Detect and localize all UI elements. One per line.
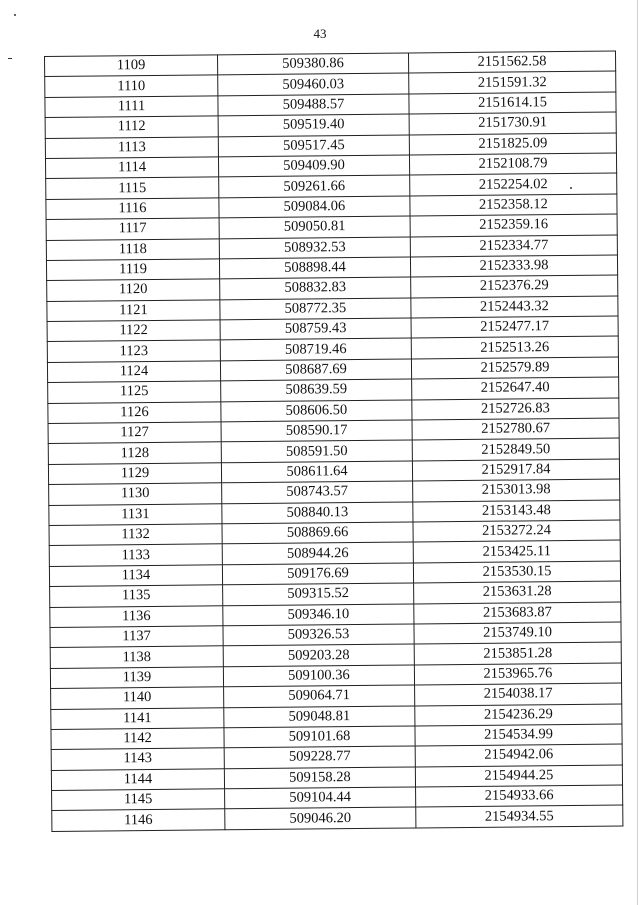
point-number-cell: 1144 [51, 768, 224, 790]
point-number-cell: 1117 [46, 218, 219, 240]
y-coordinate-cell: 2152254.02 [410, 173, 617, 195]
point-number-cell: 1132 [49, 524, 222, 546]
point-number-cell: 1125 [48, 381, 221, 403]
point-number-cell: 1146 [52, 809, 225, 831]
y-coordinate-cell: 2152333.98 [410, 255, 617, 277]
x-coordinate-cell: 509046.20 [225, 807, 416, 829]
y-coordinate-cell: 2152359.16 [410, 214, 617, 236]
point-number-cell: 1124 [47, 361, 220, 383]
x-coordinate-cell: 509261.66 [219, 175, 410, 197]
point-number-cell: 1111 [45, 96, 218, 118]
point-number-cell: 1135 [50, 585, 223, 607]
x-coordinate-cell: 508719.46 [220, 338, 411, 360]
point-number-cell: 1118 [46, 238, 219, 260]
y-coordinate-cell: 2154942.06 [415, 744, 622, 766]
x-coordinate-cell: 508759.43 [220, 318, 411, 340]
y-coordinate-cell: 2152647.40 [412, 377, 619, 399]
y-coordinate-cell: 2154038.17 [415, 683, 622, 705]
x-coordinate-cell: 509100.36 [223, 665, 414, 687]
coordinates-table [44, 51, 623, 832]
y-coordinate-cell: 2153749.10 [414, 622, 621, 644]
point-number-cell: 1112 [45, 116, 218, 138]
x-coordinate-cell: 508606.50 [221, 400, 412, 422]
y-coordinate-cell: 2152917.84 [412, 459, 619, 481]
scan-edge-line [637, 0, 638, 905]
point-number-cell: 1131 [49, 503, 222, 525]
y-coordinate-cell: 2153425.11 [413, 540, 620, 562]
y-coordinate-cell: 2153965.76 [414, 663, 621, 685]
point-number-cell: 1133 [49, 544, 222, 566]
x-coordinate-cell: 509460.03 [218, 73, 409, 95]
y-coordinate-cell: 2152376.29 [411, 275, 618, 297]
x-coordinate-cell: 509326.53 [223, 624, 414, 646]
x-coordinate-cell: 509104.44 [225, 787, 416, 809]
point-number-cell: 1110 [45, 75, 218, 97]
y-coordinate-cell: 2152108.79 [409, 153, 616, 175]
x-coordinate-cell: 509315.52 [223, 583, 414, 605]
x-coordinate-cell: 508840.13 [222, 502, 413, 524]
scan-speck [14, 14, 16, 16]
x-coordinate-cell: 508869.66 [222, 522, 413, 544]
point-number-cell: 1128 [48, 442, 221, 464]
x-coordinate-cell: 508639.59 [221, 379, 412, 401]
x-coordinate-cell: 509084.06 [219, 196, 410, 218]
point-number-cell: 1130 [49, 483, 222, 505]
point-number-cell: 1145 [52, 789, 225, 811]
point-number-cell: 1141 [51, 707, 224, 729]
point-number-cell: 1115 [46, 177, 219, 199]
y-coordinate-cell: 2154934.55 [416, 805, 623, 827]
y-coordinate-cell: 2154236.29 [415, 703, 622, 725]
x-coordinate-cell: 508832.83 [220, 277, 411, 299]
y-coordinate-cell: 2153143.48 [413, 500, 620, 522]
point-number-cell: 1126 [48, 401, 221, 423]
point-number-cell: 1127 [48, 422, 221, 444]
y-coordinate-cell: 2152477.17 [411, 316, 618, 338]
y-coordinate-cell: 2151562.58 [408, 51, 615, 73]
y-coordinate-cell: 2154944.25 [415, 765, 622, 787]
point-number-cell: 1129 [48, 463, 221, 485]
x-coordinate-cell: 509203.28 [223, 644, 414, 666]
x-coordinate-cell: 509158.28 [224, 767, 415, 789]
point-number-cell: 1134 [49, 565, 222, 587]
point-number-cell: 1142 [51, 728, 224, 750]
coordinates-table-body [45, 51, 623, 831]
x-coordinate-cell: 508611.64 [221, 461, 412, 483]
y-coordinate-cell: 2154534.99 [415, 724, 622, 746]
x-coordinate-cell: 509380.86 [217, 53, 408, 75]
point-number-cell: 1143 [51, 748, 224, 770]
x-coordinate-cell: 509409.90 [218, 155, 409, 177]
x-coordinate-cell: 508687.69 [220, 359, 411, 381]
point-number-cell: 1120 [47, 279, 220, 301]
x-coordinate-cell: 509050.81 [219, 216, 410, 238]
x-coordinate-cell: 508944.26 [222, 542, 413, 564]
point-number-cell: 1122 [47, 320, 220, 342]
point-number-cell: 1114 [45, 157, 218, 179]
y-coordinate-cell: 2153851.28 [414, 642, 621, 664]
x-coordinate-cell: 508772.35 [220, 298, 411, 320]
x-coordinate-cell: 509101.68 [224, 726, 415, 748]
y-coordinate-cell: 2152849.50 [412, 438, 619, 460]
y-coordinate-cell: 2151730.91 [409, 112, 616, 134]
x-coordinate-cell: 509517.45 [218, 135, 409, 157]
x-coordinate-cell: 508898.44 [219, 257, 410, 279]
point-number-cell: 1137 [50, 626, 223, 648]
x-coordinate-cell: 508590.17 [221, 420, 412, 442]
y-coordinate-cell: 2152334.77 [410, 235, 617, 257]
y-coordinate-cell: 2152726.83 [412, 398, 619, 420]
y-coordinate-cell: 2153013.98 [413, 479, 620, 501]
point-number-cell: 1109 [45, 55, 218, 77]
x-coordinate-cell: 509176.69 [222, 563, 413, 585]
point-number-cell: 1140 [51, 687, 224, 709]
scan-speck [8, 58, 12, 59]
y-coordinate-cell: 2153631.28 [414, 581, 621, 603]
y-coordinate-cell: 2154933.66 [416, 785, 623, 807]
x-coordinate-cell: 509064.71 [224, 685, 415, 707]
y-coordinate-cell: 2152443.32 [411, 296, 618, 318]
y-coordinate-cell: 2152780.67 [412, 418, 619, 440]
point-number-cell: 1119 [46, 259, 219, 281]
y-coordinate-cell: 2153530.15 [413, 561, 620, 583]
x-coordinate-cell: 508591.50 [221, 440, 412, 462]
y-coordinate-cell: 2152513.26 [411, 336, 618, 358]
y-coordinate-cell: 2151614.15 [409, 92, 616, 114]
x-coordinate-cell: 509048.81 [224, 705, 415, 727]
y-coordinate-cell: 2153272.24 [413, 520, 620, 542]
y-coordinate-cell: 2152358.12 [410, 194, 617, 216]
y-coordinate-cell: 2151591.32 [409, 71, 616, 93]
point-number-cell: 1123 [47, 340, 220, 362]
point-number-cell: 1138 [50, 646, 223, 668]
x-coordinate-cell: 508932.53 [219, 237, 410, 259]
point-number-cell: 1136 [50, 605, 223, 627]
x-coordinate-cell: 509346.10 [223, 604, 414, 626]
page-number: 43 [313, 26, 327, 41]
point-number-cell: 1116 [46, 198, 219, 220]
y-coordinate-cell: 2153683.87 [414, 602, 621, 624]
point-number-cell: 1113 [45, 136, 218, 158]
point-number-cell: 1121 [47, 300, 220, 322]
x-coordinate-cell: 509519.40 [218, 114, 409, 136]
x-coordinate-cell: 509488.57 [218, 94, 409, 116]
y-coordinate-cell: 2151825.09 [409, 133, 616, 155]
y-coordinate-cell: 2152579.89 [411, 357, 618, 379]
x-coordinate-cell: 508743.57 [222, 481, 413, 503]
point-number-cell: 1139 [50, 667, 223, 689]
x-coordinate-cell: 509228.77 [224, 746, 415, 768]
